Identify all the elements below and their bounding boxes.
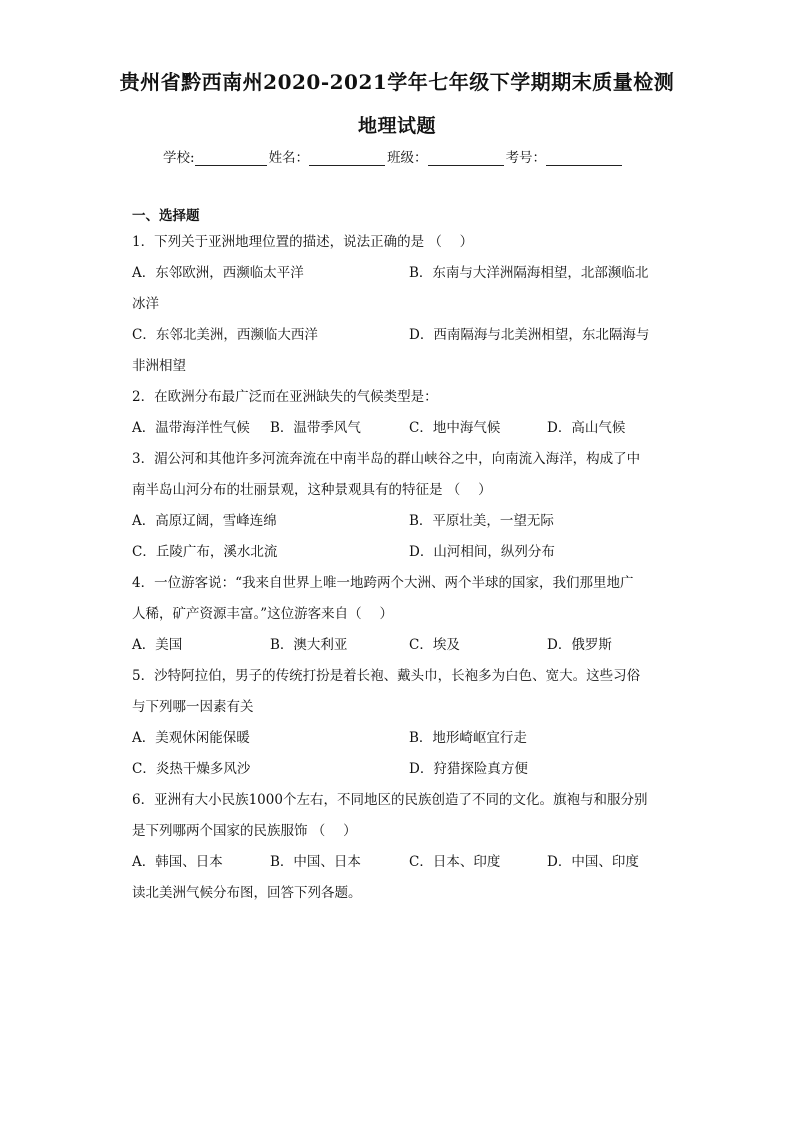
option-b: B．东南与大洋洲隔海相望，北部濒临北 xyxy=(409,265,649,281)
question-stem-continued: 南半岛山河分布的壮丽景观，这种景观具有的特征是 （ ） xyxy=(132,482,492,498)
option-c: C．埃及 xyxy=(409,637,460,653)
option-d-continued: 非洲相望 xyxy=(132,358,186,374)
question-stem: 6．亚洲有大小民族1000个左右，不同地区的民族创造了不同的文化。旗袍与和服分别 xyxy=(132,792,648,808)
class-blank xyxy=(428,151,504,166)
option-c: C．丘陵广布，溪水北流 xyxy=(132,544,278,560)
option-d: D．山河相间，纵列分布 xyxy=(409,544,555,560)
option-row xyxy=(132,847,672,878)
option-row xyxy=(132,723,672,754)
question-stem: 3．湄公河和其他许多河流奔流在中南半岛的群山峡谷之中，向南流入海洋，构成了中 xyxy=(132,451,641,467)
option-a: A．东邻欧洲，西濒临太平洋 xyxy=(132,265,304,281)
option-b: B．中国、日本 xyxy=(270,854,361,870)
option-b: B．地形崎岖宜行走 xyxy=(409,730,527,746)
question-list xyxy=(132,205,672,909)
question-stem: 4．一位游客说：“我来自世界上唯一地跨两个大洲、两个半球的国家，我们那里地广 xyxy=(132,575,634,591)
exam-number-label: 考号： xyxy=(505,150,547,166)
option-row xyxy=(132,630,672,661)
question-stem: 1．下列关于亚洲地理位置的描述，说法正确的是 （ ） xyxy=(132,234,474,250)
option-row xyxy=(132,537,672,568)
school-blank xyxy=(195,151,267,166)
option-a: A．高原辽阔，雪峰连绵 xyxy=(132,513,277,529)
student-info-line xyxy=(163,146,624,166)
name-label: 姓名： xyxy=(268,150,310,166)
option-b-continued: 冰洋 xyxy=(132,296,159,312)
option-row xyxy=(132,754,672,785)
option-b: B．温带季风气 xyxy=(270,420,361,436)
reading-instruction: 读北美洲气候分布图，回答下列各题。 xyxy=(132,885,362,901)
exam-title: 贵州省黔西南州2020-2021学年七年级下学期期末质量检测 xyxy=(119,70,675,94)
question-stem-continued: 人稀，矿产资源丰富。”这位游客来自（ ） xyxy=(132,606,393,622)
question-stem: 2．在欧洲分布最广泛而在亚洲缺失的气候类型是： xyxy=(132,389,438,405)
question-stem-continued: 是下列哪两个国家的民族服饰 （ ） xyxy=(132,823,357,839)
option-c: C．炎热干燥多风沙 xyxy=(132,761,251,777)
exam-subtitle: 地理试题 xyxy=(357,115,436,137)
option-d: D．中国、印度 xyxy=(547,854,639,870)
option-a: A．温带海洋性气候 xyxy=(132,420,250,436)
name-blank xyxy=(309,151,385,166)
option-a: A．美观休闲能保暖 xyxy=(132,730,250,746)
exam-number-blank xyxy=(546,151,622,166)
option-d: D．高山气候 xyxy=(547,420,626,436)
option-a: A．美国 xyxy=(132,637,183,653)
section-heading: 一、选择题 xyxy=(132,208,200,224)
question-stem-continued: 与下列哪一因素有关 xyxy=(132,699,254,715)
option-a: A．韩国、日本 xyxy=(132,854,223,870)
option-b: B．平原壮美，一望无际 xyxy=(409,513,554,529)
option-d: D．狩猎探险真方便 xyxy=(409,761,528,777)
school-label: 学校: xyxy=(163,150,195,166)
option-d: D．俄罗斯 xyxy=(547,637,612,653)
option-c: C．地中海气候 xyxy=(409,420,501,436)
option-d: D．西南隔海与北美洲相望，东北隔海与 xyxy=(409,327,650,343)
class-label: 班级： xyxy=(387,150,428,166)
option-c: C．东邻北美洲，西濒临大西洋 xyxy=(132,327,318,343)
option-row xyxy=(132,506,672,537)
option-row xyxy=(132,258,672,289)
question-stem: 5．沙特阿拉伯，男子的传统打扮是着长袍、戴头巾，长袍多为白色、宽大。这些习俗 xyxy=(132,668,641,684)
option-row xyxy=(132,320,672,351)
option-c: C．日本、印度 xyxy=(409,854,501,870)
option-row xyxy=(132,413,672,444)
option-b: B．澳大利亚 xyxy=(270,637,348,653)
